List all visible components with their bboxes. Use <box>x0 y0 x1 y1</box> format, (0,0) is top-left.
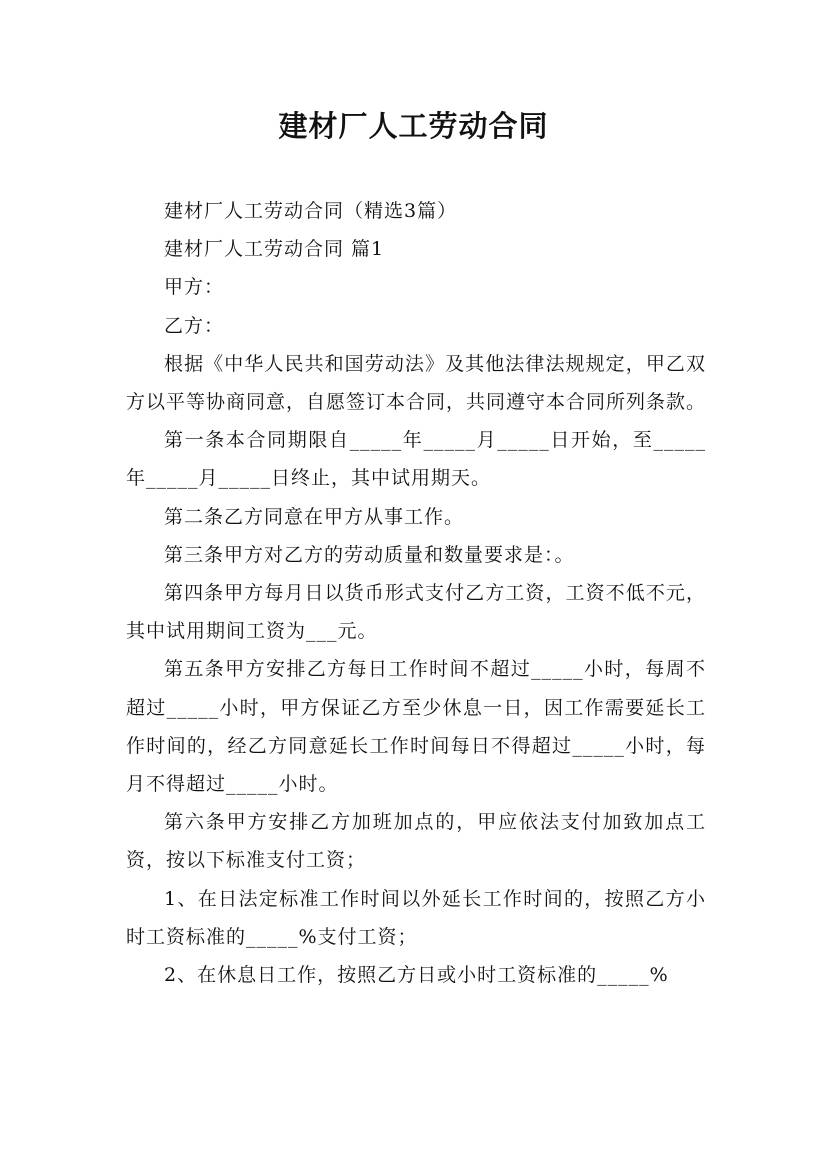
document-body <box>126 192 706 994</box>
paragraph-article-5: 第五条甲方安排乙方每日工作时间不超过_____小时，每周不超过_____小时，甲方保证乙方至少休息一日，因工作需要延长工作时间的，经乙方同意延长工作时间每日不得超过_____小时，每月不得超过_____小时。 <box>126 658 706 796</box>
paragraph-item-2: 2、在休息日工作，按照乙方日或小时工资标准的_____% <box>164 964 669 987</box>
paragraph-subtitle: 建材厂人工劳动合同（精选3篇） <box>164 200 458 222</box>
paragraph-article-2: 第二条乙方同意在甲方从事工作。 <box>164 505 465 528</box>
paragraph-party-b: 乙方： <box>164 314 225 337</box>
document-title: 建材厂人工劳动合同 <box>278 109 549 143</box>
paragraph-preamble: 根据《中华人民共和国劳动法》及其他法律法规规定，甲乙双方以平等协商同意，自愿签订本合同，共同遵守本合同所列条款。 <box>126 352 707 414</box>
paragraph-section-heading: 建材厂人工劳动合同 篇1 <box>164 238 385 261</box>
paragraph-article-1: 第一条本合同期限自_____年_____月_____日开始，至_____年_____月_____日终止，其中试用期天。 <box>126 429 706 490</box>
paragraph-article-6: 第六条甲方安排乙方加班加点的，甲应依法支付加致加点工资，按以下标准支付工资； <box>126 811 706 872</box>
paragraph-article-3: 第三条甲方对乙方的劳动质量和数量要求是：。 <box>164 543 575 566</box>
paragraph-item-1: 1、在日法定标准工作时间以外延长工作时间的，按照乙方小时工资标准的_____%支付工资； <box>126 887 706 948</box>
paragraph-article-4: 第四条甲方每月日以货币形式支付乙方工资，工资不低不元，其中试用期间工资为___元。 <box>126 582 706 643</box>
paragraph-party-a: 甲方： <box>164 276 225 299</box>
